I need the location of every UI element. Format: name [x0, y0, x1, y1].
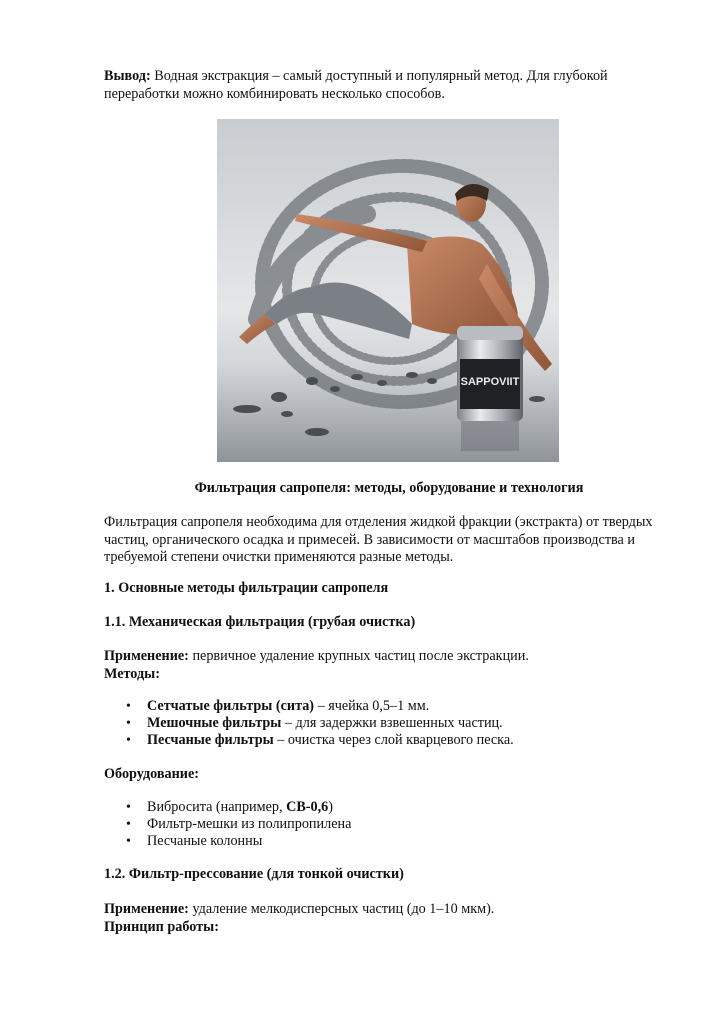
application-1-text: первичное удаление крупных частиц после экстракции. — [188, 648, 529, 664]
intro-line1: Фильтрация сапропеля необходима для отделения жидкой фракции (экстракта) от твердых — [104, 514, 653, 530]
list-item — [147, 833, 687, 851]
conclusion-text-line1: Водная экстракция – самый доступный и популярный метод. Для глубокой — [150, 68, 608, 84]
method-desc: – ячейка 0,5–1 мм. — [314, 698, 430, 714]
conclusion-label: Вывод: — [104, 68, 151, 84]
conclusion-text-line2: переработки можно комбинировать несколько способов. — [104, 85, 445, 102]
intro-line2: частиц, органического осадка и примесей. В зависимости от масштабов производства и — [104, 531, 635, 548]
application-2-text: удаление мелкодисперсных частиц (до 1–10 мкм). — [188, 901, 495, 917]
list-item — [147, 715, 687, 733]
heading-1-1-text: 1.1. Механическая фильтрация (грубая очистка) — [104, 614, 416, 630]
application-1 — [104, 648, 684, 683]
intro-paragraph — [104, 514, 684, 567]
heading-1-text: 1. Основные методы фильтрации сапропеля — [104, 580, 389, 596]
list-item — [147, 698, 687, 716]
heading-1-2 — [104, 866, 684, 884]
section-title: Фильтрация сапропеля: методы, оборудование и технология — [194, 480, 584, 496]
illustration-svg — [217, 119, 559, 462]
equipment-text: Песчаные колонны — [147, 833, 263, 849]
methods-label: Методы: — [104, 665, 160, 682]
list-item — [147, 732, 687, 750]
method-name: Мешочные фильтры — [147, 715, 282, 731]
equipment-text-end: ) — [328, 799, 333, 815]
heading-1-2-text: 1.2. Фильтр-прессование (для тонкой очистки) — [104, 866, 404, 882]
intro-line3: требуемой степени очистки применяются разные методы. — [104, 549, 454, 565]
application-2 — [104, 901, 684, 936]
application-2-label: Применение: — [104, 901, 189, 917]
equipment-text: Фильтр-мешки из полипропилена — [147, 816, 352, 832]
method-name: Сетчатые фильтры (сита) — [147, 698, 315, 714]
application-1-label: Применение: — [104, 648, 189, 664]
heading-1-1 — [104, 614, 684, 632]
list-item — [147, 799, 687, 817]
conclusion-paragraph — [104, 68, 684, 103]
equipment-label: Оборудование: — [104, 766, 199, 782]
equipment-heading — [104, 766, 684, 784]
product-jar-label: SAPPOVIIT — [460, 376, 520, 388]
method-desc: – для задержки взвешенных частиц. — [281, 715, 503, 731]
list-item — [147, 816, 687, 834]
equipment-text: Вибросита (например, — [147, 799, 287, 815]
heading-1 — [104, 580, 684, 598]
method-name: Песчаные фильтры — [147, 732, 274, 748]
equipment-model: СВ-0,6 — [286, 799, 329, 815]
product-illustration — [217, 119, 559, 462]
product-jar — [457, 326, 523, 451]
method-desc: – очистка через слой кварцевого песка. — [273, 732, 514, 748]
principle-label: Принцип работы: — [104, 918, 219, 935]
